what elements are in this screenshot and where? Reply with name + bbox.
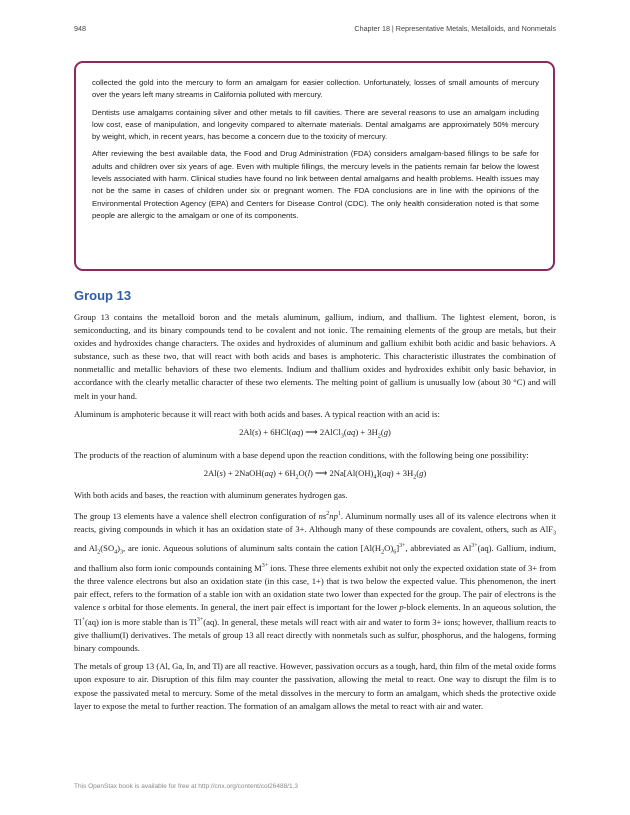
chapter-title: Chapter 18 | Representative Metals, Metalloids, and Nonmetals: [354, 24, 556, 33]
callout-paragraph: collected the gold into the mercury to form an amalgam for easier collection. Unfortunately, losses of small amounts of mercury over the years left many streams in California polluted with mercury.: [92, 78, 539, 100]
paragraph-electron-config: The group 13 elements have a valence shell electron configuration of $ns^2np^1$. Aluminum normally uses all of its valence electrons when it reacts, giving compounds in which it has an oxidation state of 3+. Although many of these compounds are covalent, others, such as AlF$_3$ and $Al_2(SO_4)_3$, are ionic. Aqueous solutions of aluminum salts contain the cation $[Al(H_2O)_6]^{3+}$, abbreviated as $Al^{3+}(aq)$. Gallium, indium, and thallium also form ionic compounds containing $M^{3+}$ ions. These three elements exhibit not only the expected oxidation state of 3+ from the three valence electrons but also an oxidation state (in this case, 1+) that is two below the expected value. This phenomenon, the inert pair effect, refers to the formation of a stable ion with an oxidation state two lower than expected for the group. The pair of electrons is the valence s orbital for those elements. In general, the inert pair effect is important for the lower p-block elements. In an aqueous solution, the Tl+(aq) ion is more stable than is $Tl^{3+}(aq)$. In general, these metals will react with air and water to form 3+ ions; however, thallium reacts to give thallium(I) derivatives. The metals of group 13 all react directly with nonmetals such as sulfur, phosphorus, and the halogens, forming binary compounds.: [74, 510, 556, 654]
paragraph-passivation: The metals of group 13 (Al, Ga, In, and Tl) are all reactive. However, passivation occurs as a tough, hard, thin film of the metal oxide forms upon exposure to air. Disruption of this film may counter the passivation, allowing the metal to react. One way to disrupt the film is to expose the passivated metal to mercury. Some of the metal dissolves in the mercury to form an amalgam, which sheds the protective oxide layer to expose the metal to further reaction. The formation of an amalgam allows the metal to react with air and water.: [74, 661, 556, 711]
section-heading: Group 13: [74, 288, 132, 303]
callout-paragraph: After reviewing the best available data, the Food and Drug Administration (FDA) considers amalgam-based fillings to be safe for adults and children over six years of age. Even with multiple fillings, the mercury levels in the patients remain far below the lowest levels associated with harm. Clinical studies have found no link between dental amalgams and health problems. Health issues may not be the same in cases of children under six or pregnant women. The FDA conclusions are in line with the opinions of the Environmental Protection Agency (EPA) and Centers for Disease Control (CDC). The only health consideration noted is that some people are allergic to the amalgam or one of its components.: [92, 149, 539, 220]
paragraph-intro: Group 13 contains the metalloid boron and the metals aluminum, gallium, indium, and thallium. The lightest element, boron, is semiconducting, and its binary compounds tend to be covalent and not ionic. The remaining elements of the group are metals, but their oxides and hydroxides change characters. The oxides and hydroxides of aluminum and gallium exhibit both acidic and basic behaviors. A substance, such as these two, that will react with both acids and bases is amphoteric. This characteristic illustrates the combination of nonmetallic and metallic behaviors of these two elements. Indium and thallium oxides and hydroxides exhibit only basic behavior, in accordance with the clearly metallic character of these two elements. The melting point of gallium is unusually low (about 30 °C) and will melt in your hand.: [74, 312, 556, 401]
section-body: [74, 311, 556, 718]
page-number: 948: [74, 24, 86, 33]
paragraph-hydrogen: With both acids and bases, the reaction with aluminum generates hydrogen gas.: [74, 490, 348, 501]
callout-paragraph: Dentists use amalgams containing silver and other metals to fill cavities. There are several reasons to use an amalgam including low cost, ease of manipulation, and longevity compared to alternate materials. Dental amalgams are approximately 50% mercury by weight, which, in recent years, has become a concern due to the toxicity of mercury.: [92, 107, 539, 142]
equation-base: 2Al(s) + 2NaOH(aq) + $6H_2O(l)$ ⟶ $2Na[Al(OH)_4](aq) + 3H_2(g)$: [203, 467, 427, 481]
callout-box: [74, 61, 555, 271]
paragraph-amphoteric: Aluminum is amphoteric because it will react with both acids and bases. A typical reaction with an acid is:: [74, 408, 440, 419]
paragraph-base: The products of the reaction of aluminum with a base depend upon the reaction conditions, with the following being one possibility:: [74, 449, 529, 460]
equation-acid: 2Al(s) + 6HCl(aq) ⟶ 2AlCl$_3$(aq) + $3H_2(g)$: [239, 426, 391, 440]
footer-note: This OpenStax book is available for free at http://cnx.org/content/col26488/1.3: [74, 783, 299, 790]
